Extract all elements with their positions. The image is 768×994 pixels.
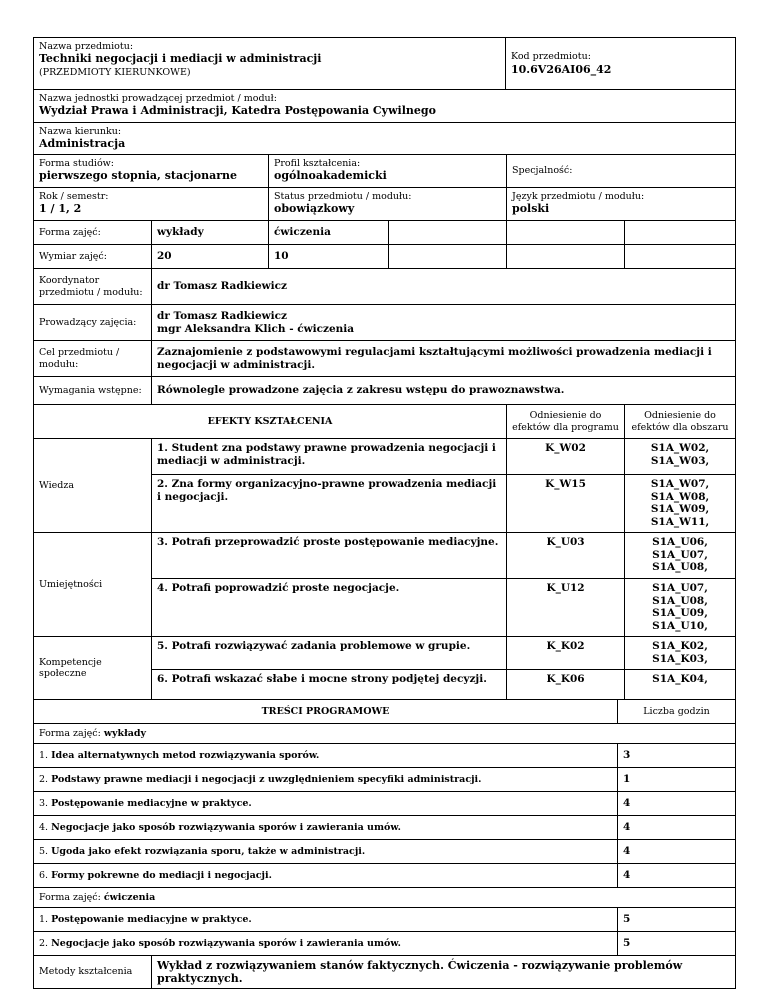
coordinator-value: dr Tomasz Radkiewicz — [152, 269, 736, 305]
lecture-form-row — [34, 724, 736, 744]
effect-program: K_U12 — [507, 579, 625, 637]
area-code: S1A_U07, — [652, 548, 708, 561]
effect-text: 5. Potrafi rozwiązywać zadania problemowe w grupie. — [152, 637, 507, 670]
profile-cell — [269, 155, 507, 188]
area-code: S1A_K02, — [652, 640, 708, 652]
effect-area — [625, 670, 736, 700]
syllabus-page — [33, 37, 735, 989]
effect-text: 4. Potrafi poprowadzić proste negocjacje. — [152, 579, 507, 637]
effects-header-title: EFEKTY KSZTAŁCENIA — [34, 405, 507, 439]
hours-empty-1 — [389, 245, 507, 269]
area-code: S1A_U10, — [652, 619, 708, 632]
content-item: 1. Postępowanie mediacyjne w praktyce. — [34, 908, 618, 932]
content-item: 2. Podstawy prawne mediacji i negocjacji z uwzględnieniem specyfiki administracji. — [34, 768, 618, 792]
status-cell — [269, 188, 507, 221]
profile-label: Profil kształcenia: — [274, 158, 361, 169]
unit-value: Wydział Prawa i Administracji, Katedra Postępowania Cywilnego — [39, 104, 436, 118]
class-empty-3 — [625, 221, 736, 245]
content-item: 3. Postępowanie mediacyjne w praktyce. — [34, 792, 618, 816]
effect-program: K_U03 — [507, 533, 625, 579]
status-value: obowiązkowy — [274, 202, 355, 216]
effects-header-program: Odniesienie do efektów dla programu — [507, 405, 625, 439]
hours-exercise: 10 — [269, 245, 389, 269]
exercise-form-row — [34, 888, 736, 908]
effect-program: K_K02 — [507, 637, 625, 670]
subject-cell — [34, 38, 506, 90]
hours-label: Wymiar zajęć: — [34, 245, 152, 269]
effect-area — [625, 533, 736, 579]
effect-area — [625, 579, 736, 637]
language-cell — [507, 188, 736, 221]
form-label: Forma studiów: — [39, 158, 115, 169]
goal-value: Zaznajomienie z podstawowymi regulacjami kształtującymi możliwości prowadzenia mediacji i negocjacji w administracji. — [152, 341, 736, 377]
field-cell — [34, 123, 736, 155]
header-table — [33, 37, 736, 155]
category-knowledge: Wiedza — [34, 439, 152, 533]
methods-label: Metody kształcenia — [34, 956, 152, 989]
class-exercise: ćwiczenia — [269, 221, 389, 245]
goal-label: Cel przedmiotu / modułu: — [34, 341, 152, 377]
category-social: Kompetencje społeczne — [34, 637, 152, 700]
effects-table — [33, 404, 736, 700]
methods-value: Wykład z rozwiązywaniem stanów faktycznych. Ćwiczenia - rozwiązywanie problemów praktycznych. — [152, 956, 736, 989]
content-item: 5. Ugoda jako efekt rozwiązania sporu, także w administracji. — [34, 840, 618, 864]
teacher-1: dr Tomasz Radkiewicz — [157, 309, 288, 322]
classes-label: Forma zajęć: — [34, 221, 152, 245]
hours-empty-2 — [507, 245, 625, 269]
area-code: S1A_U08, — [652, 594, 708, 607]
hours-lecture: 20 — [152, 245, 269, 269]
exercise-form-label: ćwiczenia — [103, 891, 156, 903]
subject-group: (PRZEDMIOTY KIERUNKOWE) — [39, 66, 191, 78]
area-code: S1A_W08, — [650, 490, 710, 503]
form-cell — [34, 155, 269, 188]
content-item: 2. Negocjacje jako sposób rozwiązywania sporów i zawierania umów. — [34, 932, 618, 956]
profile-value: ogólnoakademicki — [274, 169, 387, 183]
area-code: S1A_W03, — [650, 454, 710, 467]
class-lecture: wykłady — [152, 221, 269, 245]
content-hours: 4 — [618, 816, 736, 840]
content-item: 6. Formy pokrewne do mediacji i negocjacji. — [34, 864, 618, 888]
content-hours: 3 — [618, 744, 736, 768]
code-value: 10.6V26AI06_42 — [511, 62, 612, 76]
effect-program: K_W15 — [507, 475, 625, 533]
area-code: S1A_K03, — [652, 652, 708, 665]
area-code: S1A_K04, — [652, 673, 708, 685]
content-hours: 1 — [618, 768, 736, 792]
content-hours: 5 — [618, 908, 736, 932]
area-code: S1A_U06, — [652, 536, 708, 548]
unit-label: Nazwa jednostki prowadzącej przedmiot / moduł: — [39, 93, 277, 104]
effect-text: 2. Zna formy organizacyjno-prawne prowadzenia mediacji i negocjacji. — [152, 475, 507, 533]
code-label: Kod przedmiotu: — [511, 51, 591, 63]
form-prefix: Forma zajęć: — [39, 891, 101, 903]
content-hours: 5 — [618, 932, 736, 956]
area-code: S1A_W11, — [650, 515, 710, 528]
requirements-label: Wymagania wstępne: — [34, 377, 152, 405]
content-hours: 4 — [618, 840, 736, 864]
area-code: S1A_W02, — [650, 442, 710, 454]
status-label: Status przedmiotu / modułu: — [274, 191, 412, 202]
area-code: S1A_U08, — [652, 561, 708, 574]
field-value: Administracja — [39, 137, 126, 151]
effect-area — [625, 439, 736, 475]
area-code: S1A_U07, — [652, 582, 708, 594]
content-hours: 4 — [618, 792, 736, 816]
methods-table — [33, 955, 736, 989]
effect-text: 3. Potrafi przeprowadzić proste postępowanie mediacyjne. — [152, 533, 507, 579]
specialty-cell — [507, 155, 736, 188]
class-empty-2 — [507, 221, 625, 245]
year-label: Rok / semestr: — [39, 191, 109, 202]
field-label: Nazwa kierunku: — [39, 126, 122, 137]
class-empty-1 — [389, 221, 507, 245]
form-value: pierwszego stopnia, stacjonarne — [39, 169, 238, 183]
lecture-form-label: wykłady — [103, 727, 147, 739]
content-header-title: TREŚCI PROGRAMOWE — [34, 700, 618, 724]
language-label: Język przedmiotu / modułu: — [512, 191, 645, 202]
effect-text: 6. Potrafi wskazać słabe i mocne strony podjętej decyzji. — [152, 670, 507, 700]
study-table — [33, 154, 736, 405]
content-item: 1. Idea alternatywnych metod rozwiązywania sporów. — [34, 744, 618, 768]
content-item: 4. Negocjacje jako sposób rozwiązywania sporów i zawierania umów. — [34, 816, 618, 840]
content-header-hours: Liczba godzin — [618, 700, 736, 724]
effect-area — [625, 637, 736, 670]
coordinator-label: Koordynator przedmiotu / modułu: — [34, 269, 152, 305]
year-value: 1 / 1, 2 — [39, 202, 82, 216]
form-prefix: Forma zajęć: — [39, 727, 101, 739]
code-cell — [506, 38, 736, 90]
subject-label: Nazwa przedmiotu: — [39, 41, 134, 52]
teacher-2: mgr Aleksandra Klich - ćwiczenia — [157, 322, 355, 335]
specialty-label: Specjalność: — [512, 165, 573, 177]
hours-empty-3 — [625, 245, 736, 269]
effect-program: K_W02 — [507, 439, 625, 475]
effects-header-area: Odniesienie do efektów dla obszaru — [625, 405, 736, 439]
teachers-label: Prowadzący zajęcia: — [34, 305, 152, 341]
unit-cell — [34, 90, 736, 123]
category-skills: Umiejętności — [34, 533, 152, 637]
effect-program: K_K06 — [507, 670, 625, 700]
effect-text: 1. Student zna podstawy prawne prowadzenia negocjacji i mediacji w administracji. — [152, 439, 507, 475]
requirements-value: Równolegle prowadzone zajęcia z zakresu wstępu do prawoznawstwa. — [152, 377, 736, 405]
area-code: S1A_W09, — [650, 503, 710, 516]
area-code: S1A_U09, — [652, 607, 708, 620]
year-cell — [34, 188, 269, 221]
teachers-cell — [152, 305, 736, 341]
content-hours: 4 — [618, 864, 736, 888]
subject-name: Techniki negocjacji i mediacji w administracji — [39, 52, 322, 66]
effect-area — [625, 475, 736, 533]
content-table — [33, 699, 736, 956]
language-value: polski — [512, 202, 550, 216]
area-code: S1A_W07, — [650, 478, 710, 490]
